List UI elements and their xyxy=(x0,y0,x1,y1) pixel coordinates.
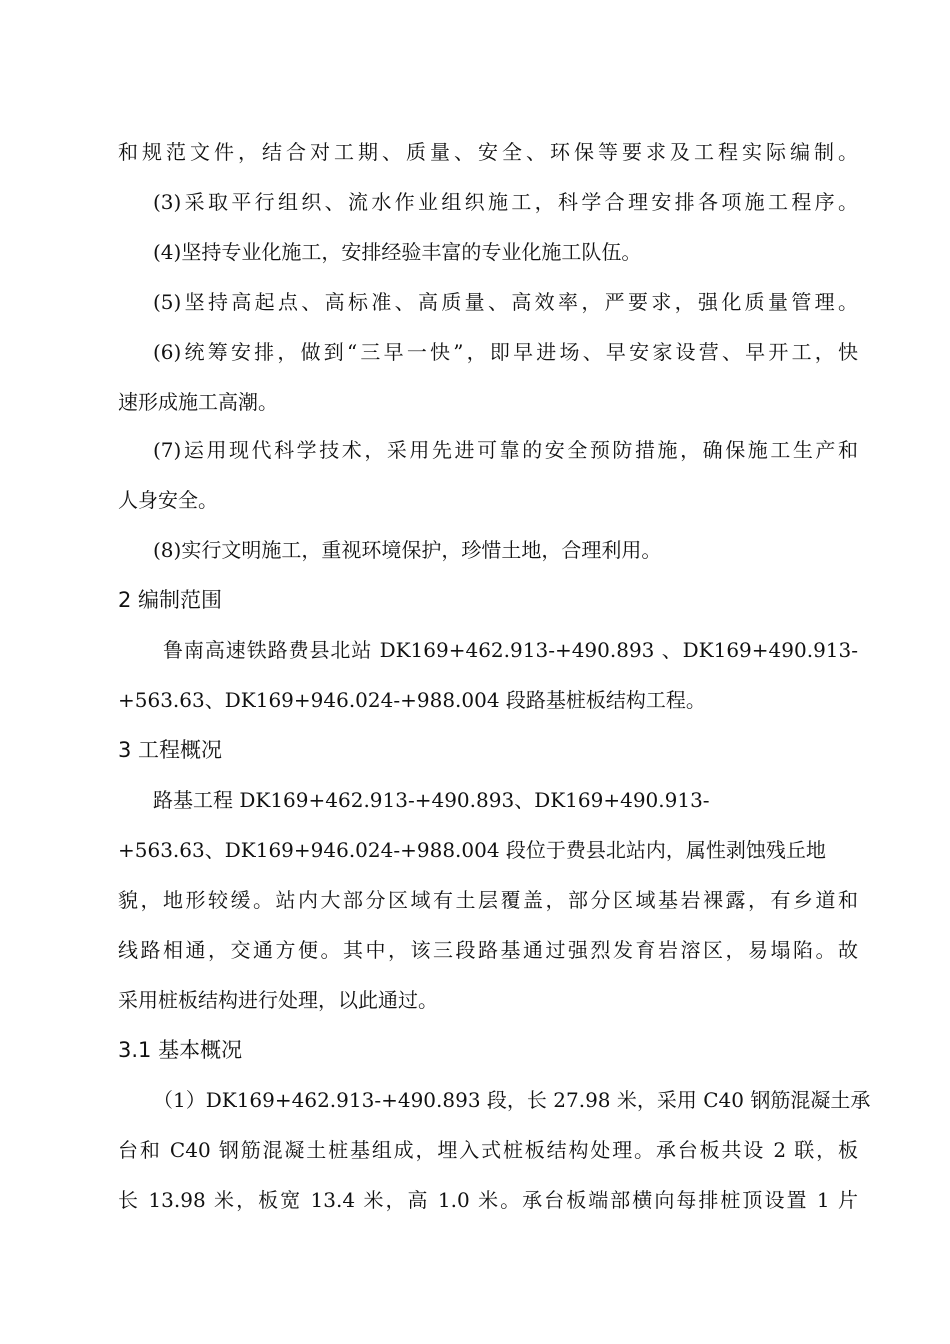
overview-line-5: 采用桩板结构进行处理，以此通过。 xyxy=(118,988,438,1012)
list-item-4: (4)坚持专业化施工，安排经验丰富的专业化施工队伍。 xyxy=(153,240,642,264)
list-item-3: (3)采取平行组织、流水作业组织施工，科学合理安排各项施工程序。 xyxy=(153,190,858,214)
overview-line-4: 线路相通，交通方便。其中，该三段路基通过强烈发育岩溶区，易塌陷。故 xyxy=(118,938,858,962)
section-heading-2: 2 编制范围 xyxy=(118,588,223,612)
list-item-6-line-1: (6)统筹安排，做到“三早一快”，即早进场、早安家设营、早开工，快 xyxy=(153,340,858,364)
paragraph-line-1: 和规范文件，结合对工期、质量、安全、环保等要求及工程实际编制。 xyxy=(118,140,858,164)
basic-line-1: （1）DK169+462.913-+490.893 段，长 27.98 米，采用 C40 钢筋混凝土承 xyxy=(153,1088,871,1112)
scope-line-1: 鲁南高速铁路费县北站 DK169+462.913-+490.893 、DK169+490.913- xyxy=(163,638,858,662)
list-item-8: (8)实行文明施工，重视环境保护，珍惜土地，合理利用。 xyxy=(153,538,662,562)
section-heading-3: 3 工程概况 xyxy=(118,738,223,762)
overview-line-3: 貌，地形较缓。站内大部分区域有土层覆盖，部分区域基岩裸露，有乡道和 xyxy=(118,888,858,912)
section-heading-3-1: 3.1 基本概况 xyxy=(118,1038,243,1062)
list-item-5: (5)坚持高起点、高标准、高质量、高效率，严要求，强化质量管理。 xyxy=(153,290,858,314)
basic-line-3: 长 13.98 米，板宽 13.4 米，高 1.0 米。承台板端部横向每排桩顶设置 1 片 xyxy=(118,1188,858,1212)
list-item-7-line-1: (7)运用现代科学技术，采用先进可靠的安全预防措施，确保施工生产和 xyxy=(153,438,858,462)
overview-line-1: 路基工程 DK169+462.913-+490.893、DK169+490.913- xyxy=(153,788,710,812)
list-item-6-line-2: 速形成施工高潮。 xyxy=(118,390,278,414)
list-item-7-line-2: 人身安全。 xyxy=(118,488,218,512)
overview-line-2: +563.63、DK169+946.024-+988.004 段位于费县北站内，属性剥蚀残丘地 xyxy=(118,838,826,862)
scope-line-2: +563.63、DK169+946.024-+988.004 段路基桩板结构工程。 xyxy=(118,688,706,712)
basic-line-2: 台和 C40 钢筋混凝土桩基组成，埋入式桩板结构处理。承台板共设 2 联，板 xyxy=(118,1138,858,1162)
